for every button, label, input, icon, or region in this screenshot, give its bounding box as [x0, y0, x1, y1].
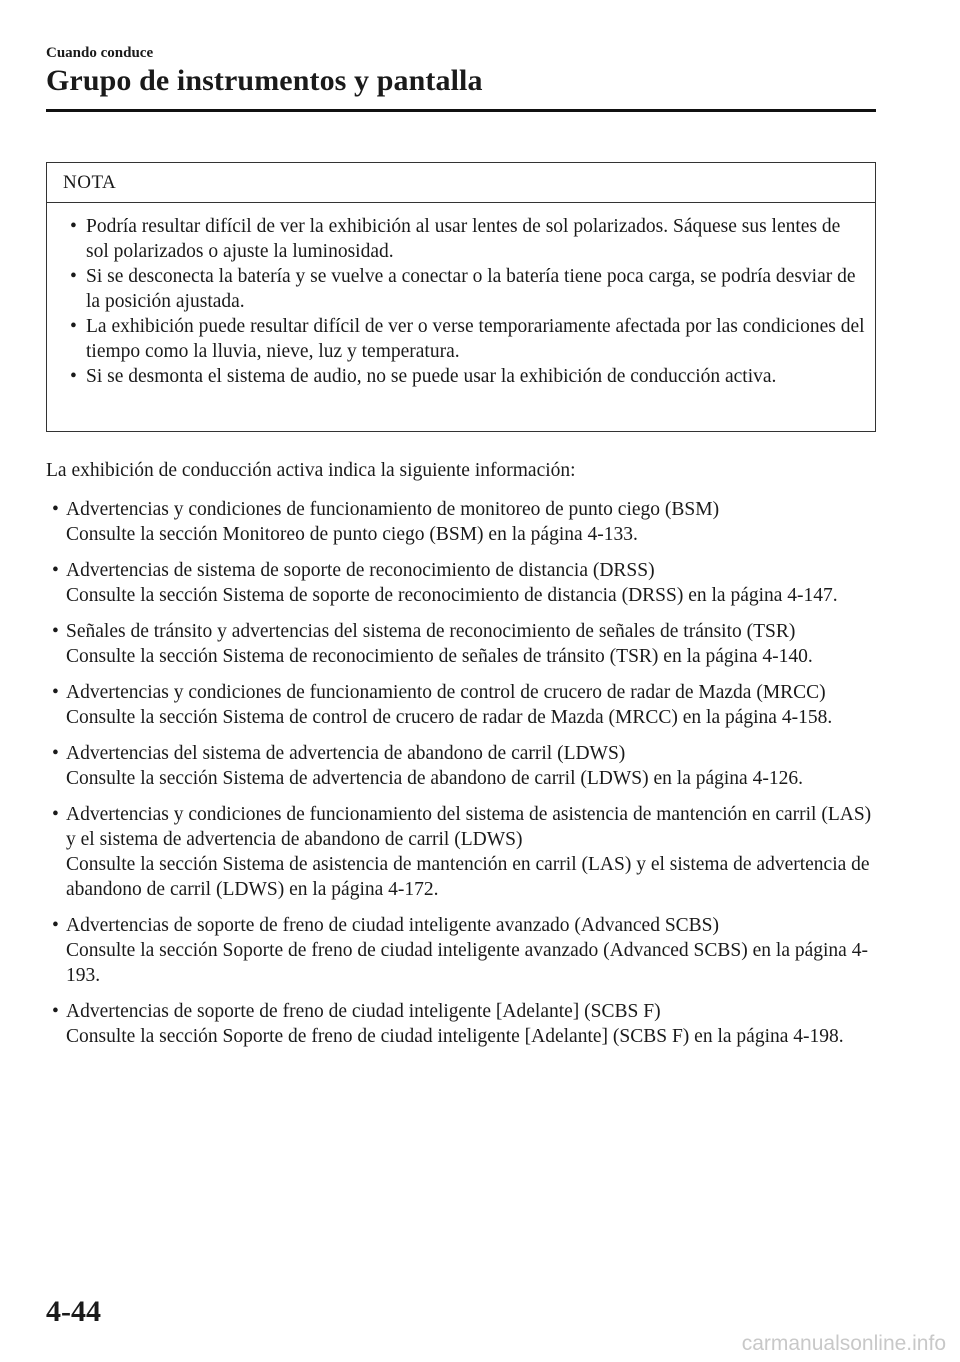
page-number: 4-44 — [46, 1295, 101, 1328]
item-text: Advertencias de soporte de freno de ciudad inteligente [Adelante] (SCBS F) — [66, 1001, 661, 1022]
note-item — [70, 214, 867, 264]
note-item — [70, 314, 867, 364]
bullet-icon: • — [52, 499, 59, 520]
item-reference: Consulte la sección Monitoreo de punto ciego (BSM) en la página 4-133. — [66, 524, 638, 545]
item-text: Advertencias de sistema de soporte de reconocimiento de distancia (DRSS) — [66, 560, 655, 581]
watermark: carmanualsonline.info — [741, 1332, 946, 1355]
item-reference: Consulte la sección Soporte de freno de ciudad inteligente [Adelante] (SCBS F) en la página 4-198. — [66, 1026, 844, 1047]
note-item-text: Si se desmonta el sistema de audio, no se puede usar la exhibición de conducción activa. — [86, 366, 777, 387]
page-header — [46, 44, 876, 99]
note-heading: NOTA — [47, 163, 875, 203]
item-text: Advertencias y condiciones de funcionamiento del sistema de asistencia de mantención en carril (LAS) y el sistema de advertencia de abandono de carril (LDWS) — [66, 804, 872, 850]
list-item — [52, 680, 882, 730]
list-item — [52, 497, 882, 547]
item-text: Advertencias del sistema de advertencia de abandono de carril (LDWS) — [66, 743, 626, 764]
item-reference: Consulte la sección Sistema de control de crucero de radar de Mazda (MRCC) en la página 4-158. — [66, 707, 833, 728]
note-list — [47, 203, 875, 389]
note-item — [70, 264, 867, 314]
bullet-icon: • — [70, 216, 77, 237]
bullet-icon: • — [52, 1001, 59, 1022]
item-reference: Consulte la sección Sistema de advertencia de abandono de carril (LDWS) en la página 4-126. — [66, 768, 803, 789]
page-title: Grupo de instrumentos y pantalla — [46, 64, 483, 97]
item-text: Advertencias y condiciones de funcionamiento de monitoreo de punto ciego (BSM) — [66, 499, 720, 520]
bullet-icon: • — [52, 682, 59, 703]
item-reference: Consulte la sección Soporte de freno de ciudad inteligente avanzado (Advanced SCBS) en la página 4-193. — [66, 940, 868, 986]
list-item — [52, 558, 882, 608]
list-item — [52, 802, 882, 902]
item-text: Advertencias de soporte de freno de ciudad inteligente avanzado (Advanced SCBS) — [66, 915, 720, 936]
item-reference: Consulte la sección Sistema de reconocimiento de señales de tránsito (TSR) en la página 4-140. — [66, 646, 813, 667]
info-list — [52, 497, 882, 1060]
section-label: Cuando conduce — [46, 45, 154, 61]
bullet-icon: • — [52, 804, 59, 825]
list-item — [52, 999, 882, 1049]
bullet-icon: • — [52, 743, 59, 764]
bullet-icon: • — [70, 366, 77, 387]
item-text: Advertencias y condiciones de funcionamiento de control de crucero de radar de Mazda (MRCC) — [66, 682, 826, 703]
item-reference: Consulte la sección Sistema de asistencia de mantención en carril (LAS) y el sistema de advertencia de abandono de carril (LDWS) en la página 4-172. — [66, 854, 870, 900]
note-item — [70, 364, 867, 389]
note-item-text: Podría resultar difícil de ver la exhibición al usar lentes de sol polarizados. Sáquese sus lentes de sol polarizados o ajuste la luminosidad. — [86, 216, 841, 262]
item-reference: Consulte la sección Sistema de soporte de reconocimiento de distancia (DRSS) en la página 4-147. — [66, 585, 838, 606]
note-item-text: La exhibición puede resultar difícil de ver o verse temporariamente afectada por las condiciones del tiempo como la lluvia, nieve, luz y temperatura. — [86, 316, 865, 362]
intro-paragraph: La exhibición de conducción activa indica la siguiente información: — [46, 460, 576, 481]
bullet-icon: • — [52, 560, 59, 581]
bullet-icon: • — [52, 621, 59, 642]
note-box — [46, 162, 876, 432]
list-item — [52, 619, 882, 669]
bullet-icon: • — [70, 266, 77, 287]
bullet-icon: • — [52, 915, 59, 936]
bullet-icon: • — [70, 316, 77, 337]
item-text: Señales de tránsito y advertencias del sistema de reconocimiento de señales de tránsito (TSR) — [66, 621, 796, 642]
header-divider — [46, 109, 876, 112]
list-item — [52, 913, 882, 988]
note-item-text: Si se desconecta la batería y se vuelve a conectar o la batería tiene poca carga, se podría desviar de la posición ajustada. — [86, 266, 856, 312]
list-item — [52, 741, 882, 791]
